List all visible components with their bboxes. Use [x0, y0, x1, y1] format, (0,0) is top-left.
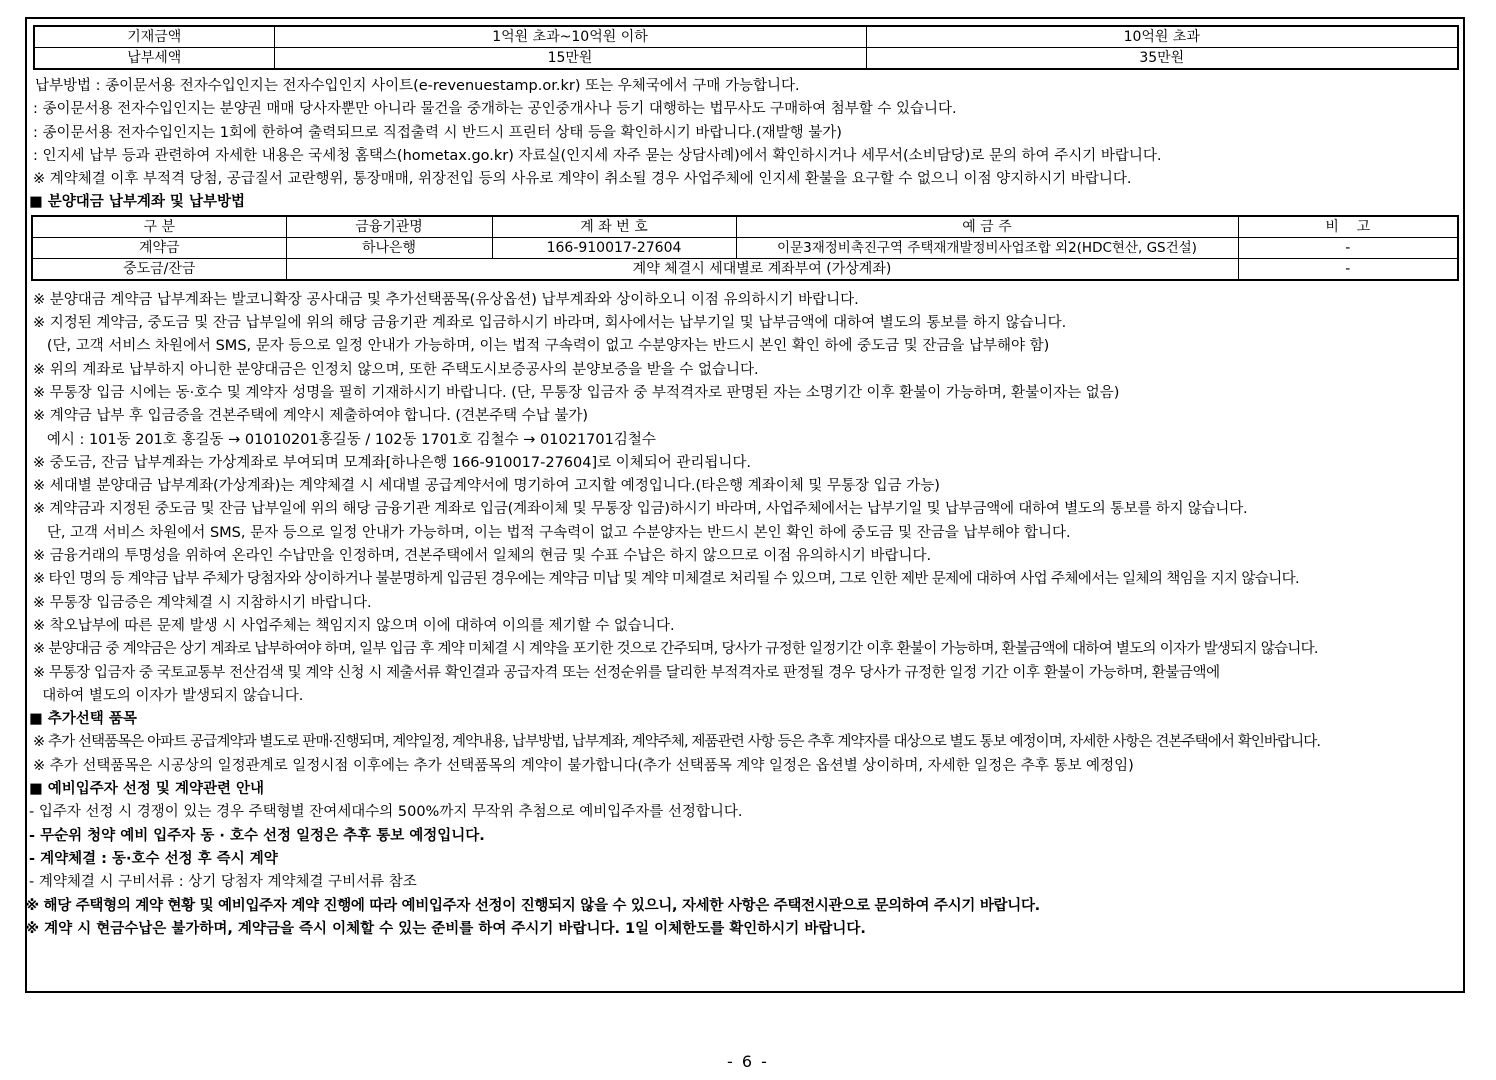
options-note: ※ 추가 선택품목은 아파트 공급계약과 별도로 판매·진행되며, 계약일정, 계약내용, 납부방법, 납부계좌, 계약주체, 제품관련 사항 등은 추후 계약자를 대상으로 별도 통보 예정이며, 자세한 사항은 견본주택에서 확인바랍니다. [33, 734, 1321, 751]
payment-note: 예시 : 101동 201호 홍길동 → 01010201홍길동 / 102동 1701호 김철수 → 01021701김철수 [33, 431, 656, 448]
payment-note: ※ 금융거래의 투명성을 위하여 온라인 수납만을 인정하며, 견본주택에서 일체의 현금 및 수표 수납은 하지 않으므로 이점 유의하시기 바랍니다. [33, 548, 932, 565]
table-cell: 이문3재정비촉진구역 주택재개발정비사업조합 외2(HDC현산, GS건설) [736, 237, 1238, 258]
table-cell: 기재금액 [34, 26, 274, 48]
payment-note: ※ 착오납부에 따른 문제 발생 시 사업주체는 책임지지 않으며 이에 대하여 이의를 제기할 수 없습니다. [33, 617, 675, 634]
column-header: 구 분 [32, 216, 286, 238]
table-header-row [32, 216, 1458, 238]
table-row [32, 258, 1458, 280]
column-header: 예 금 주 [736, 216, 1238, 238]
table-cell: 계약금 [32, 237, 286, 258]
table-cell: 중도금/잔금 [32, 258, 286, 280]
tax-note: : 종이문서용 전자수입인지는 분양권 매매 당사자뿐만 아니라 물건을 중개하는 공인중개사나 등기 대행하는 법무사도 구매하여 첨부할 수 있습니다. [33, 101, 957, 118]
section-title-payment: ■ 분양대금 납부계좌 및 납부방법 [29, 194, 245, 211]
table-row [32, 237, 1458, 258]
section-title-reserve: ■ 예비입주자 선정 및 계약관련 안내 [29, 781, 265, 798]
page-frame [25, 17, 1465, 993]
table-cell: 10억원 초과 [866, 26, 1458, 48]
payment-note: ※ 지정된 계약금, 중도금 및 잔금 납부일에 위의 해당 금융기관 계좌로 입금하시기 바라며, 회사에서는 납부기일 및 납부금액에 대하여 별도의 통보를 하지 않습니다. [33, 315, 1067, 332]
payment-note: ※ 위의 계좌로 납부하지 아니한 분양대금은 인정치 않으며, 또한 주택도시보증공사의 분양보증을 받을 수 없습니다. [33, 361, 759, 378]
table-cell: 납부세액 [34, 48, 274, 70]
stamp-tax-table [33, 25, 1459, 70]
reserve-note: - 입주자 선정 시 경쟁이 있는 경우 주택형별 잔여세대수의 500%까지 무작위 추첨으로 예비입주자를 선정합니다. [29, 804, 743, 821]
payment-note: 단, 고객 서비스 차원에서 SMS, 문자 등으로 일정 안내가 가능하며, 이는 법적 구속력이 없고 수분양자는 반드시 본인 확인 하에 중도금 및 잔금을 납부해야 합니다. [33, 524, 1071, 541]
tax-note: : 인지세 납부 등과 관련하여 자세한 내용은 국세청 홈택스(hometax.go.kr) 자료실(인지세 자주 묻는 상담사례)에서 확인하시거나 세무서(소비담당)로 문의 하여 주시기 바랍니다. [33, 147, 1162, 164]
payment-note: ※ 무통장 입금증은 계약체결 시 지참하시기 바랍니다. [33, 594, 372, 611]
payment-note: ※ 중도금, 잔금 납부계좌는 가상계좌로 부여되며 모계좌[하나은행 166-910017-27604]로 이체되어 관리됩니다. [33, 454, 752, 471]
payment-note: ※ 무통장 입금자 중 국토교통부 전산검색 및 계약 신청 시 제출서류 확인결과 공급자격 또는 선정순위를 달리한 부적격자로 판정될 경우 당사가 규정한 일정 기간 이후 환불이 가능하며, 환불금액에 [33, 664, 1220, 681]
reserve-note: - 무순위 청약 예비 입주자 동 · 호수 선정 일정은 추후 통보 예정입니다. [29, 827, 485, 844]
reserve-note: ※ 계약 시 현금수납은 불가하며, 계약금을 즉시 이체할 수 있는 준비를 하여 주시기 바랍니다. 1일 이체한도를 확인하시기 바랍니다. [25, 920, 866, 937]
table-cell: 계약 체결시 세대별로 계좌부여 (가상계좌) [286, 258, 1238, 280]
payment-note: ※ 무통장 입금 시에는 동·호수 및 계약자 성명을 필히 기재하시기 바랍니다. (단, 무통장 입금자 중 부적격자로 판명된 자는 소명기간 이후 환불이 가능하며, 환불이자는 없음) [33, 384, 1120, 401]
payment-note: ※ 분양대금 중 계약금은 상기 계좌로 납부하여야 하며, 일부 입금 후 계약 미체결 시 계약을 포기한 것으로 간주되며, 당사가 규정한 일정기간 이후 환불이 가능하며, 환불금액에 대하여 별도의 이자가 발생되지 않습니다. [33, 641, 1318, 658]
payment-note: ※ 타인 명의 등 계약금 납부 주체가 당첨자와 상이하거나 불분명하게 입금된 경우에는 계약금 미납 및 계약 미체결로 처리될 수 있으며, 그로 인한 제반 문제에 대하여 사업 주체에서는 일체의 책임을 지지 않습니다. [33, 571, 1300, 588]
payment-note: ※ 분양대금 계약금 납부계좌는 발코니확장 공사대금 및 추가선택품목(유상옵션) 납부계좌와 상이하오니 이점 유의하시기 바랍니다. [33, 291, 859, 308]
table-row [34, 26, 1458, 48]
content [25, 25, 1459, 941]
table-cell: 166-910017-27604 [492, 237, 736, 258]
table-cell: 35만원 [866, 48, 1458, 70]
tax-note: ※ 계약체결 이후 부적격 당첨, 공급질서 교란행위, 통장매매, 위장전입 등의 사유로 계약이 취소될 경우 사업주체에 인지세 환불을 요구할 수 없으니 이점 양지하시기 바랍니다. [33, 171, 1132, 188]
tax-note: 납부방법 : 종이문서용 전자수입인지는 전자수입인지 사이트(e-revenuestamp.or.kr) 또는 우체국에서 구매 가능합니다. [35, 78, 800, 94]
column-header: 계 좌 번 호 [492, 216, 736, 238]
reserve-note: ※ 해당 주택형의 계약 현황 및 예비입주자 계약 진행에 따라 예비입주자 선정이 진행되지 않을 수 있으니, 자세한 사항은 주택전시관으로 문의하여 주시기 바랍니다. [25, 897, 1040, 914]
page-number: - 6 - [727, 1052, 769, 1071]
payment-note: 대하여 별도의 이자가 발생되지 않습니다. [33, 687, 304, 704]
reserve-note: - 계약체결 시 구비서류 : 상기 당첨자 계약체결 구비서류 참조 [29, 874, 417, 891]
options-note: ※ 추가 선택품목은 시공상의 일정관계로 일정시점 이후에는 추가 선택품목의 계약이 불가합니다(추가 선택품목 계약 일정은 옵션별 상이하며, 자세한 일정은 추후 통보 예정임) [33, 757, 1134, 774]
payment-account-table [31, 215, 1459, 281]
section-title-options: ■ 추가선택 품목 [29, 711, 137, 728]
column-header: 비 고 [1238, 216, 1458, 238]
table-cell: - [1238, 237, 1458, 258]
tax-note: : 종이문서용 전자수입인지는 1회에 한하여 출력되므로 직접출력 시 반드시 프린터 상태 등을 확인하시기 바랍니다.(재발행 불가) [33, 124, 842, 141]
column-header: 금융기관명 [286, 216, 492, 238]
payment-note: ※ 계약금과 지정된 중도금 및 잔금 납부일에 위의 해당 금융기관 계좌로 입금(계좌이체 및 무통장 입금)하시기 바라며, 사업주체에서는 납부기일 및 납부금액에 대하여 별도의 통보를 하지 않습니다. [33, 501, 1248, 518]
payment-note: ※ 세대별 분양대금 납부계좌(가상계좌)는 계약체결 시 세대별 공급계약서에 명기하여 고지할 예정입니다.(타은행 계좌이체 및 무통장 입금 가능) [33, 478, 940, 495]
table-cell: - [1238, 258, 1458, 280]
table-row [34, 48, 1458, 70]
table-cell: 15만원 [274, 48, 866, 70]
table-cell: 하나은행 [286, 237, 492, 258]
payment-note: (단, 고객 서비스 차원에서 SMS, 문자 등으로 일정 안내가 가능하며, 이는 법적 구속력이 없고 수분양자는 반드시 본인 확인 하에 중도금 및 잔금을 납부해야 함) [33, 338, 1050, 355]
table-cell: 1억원 초과~10억원 이하 [274, 26, 866, 48]
reserve-note: - 계약체결 : 동·호수 선정 후 즉시 계약 [29, 850, 278, 867]
payment-note: ※ 계약금 납부 후 입금증을 견본주택에 계약시 제출하여야 합니다. (견본주택 수납 불가) [33, 408, 589, 425]
